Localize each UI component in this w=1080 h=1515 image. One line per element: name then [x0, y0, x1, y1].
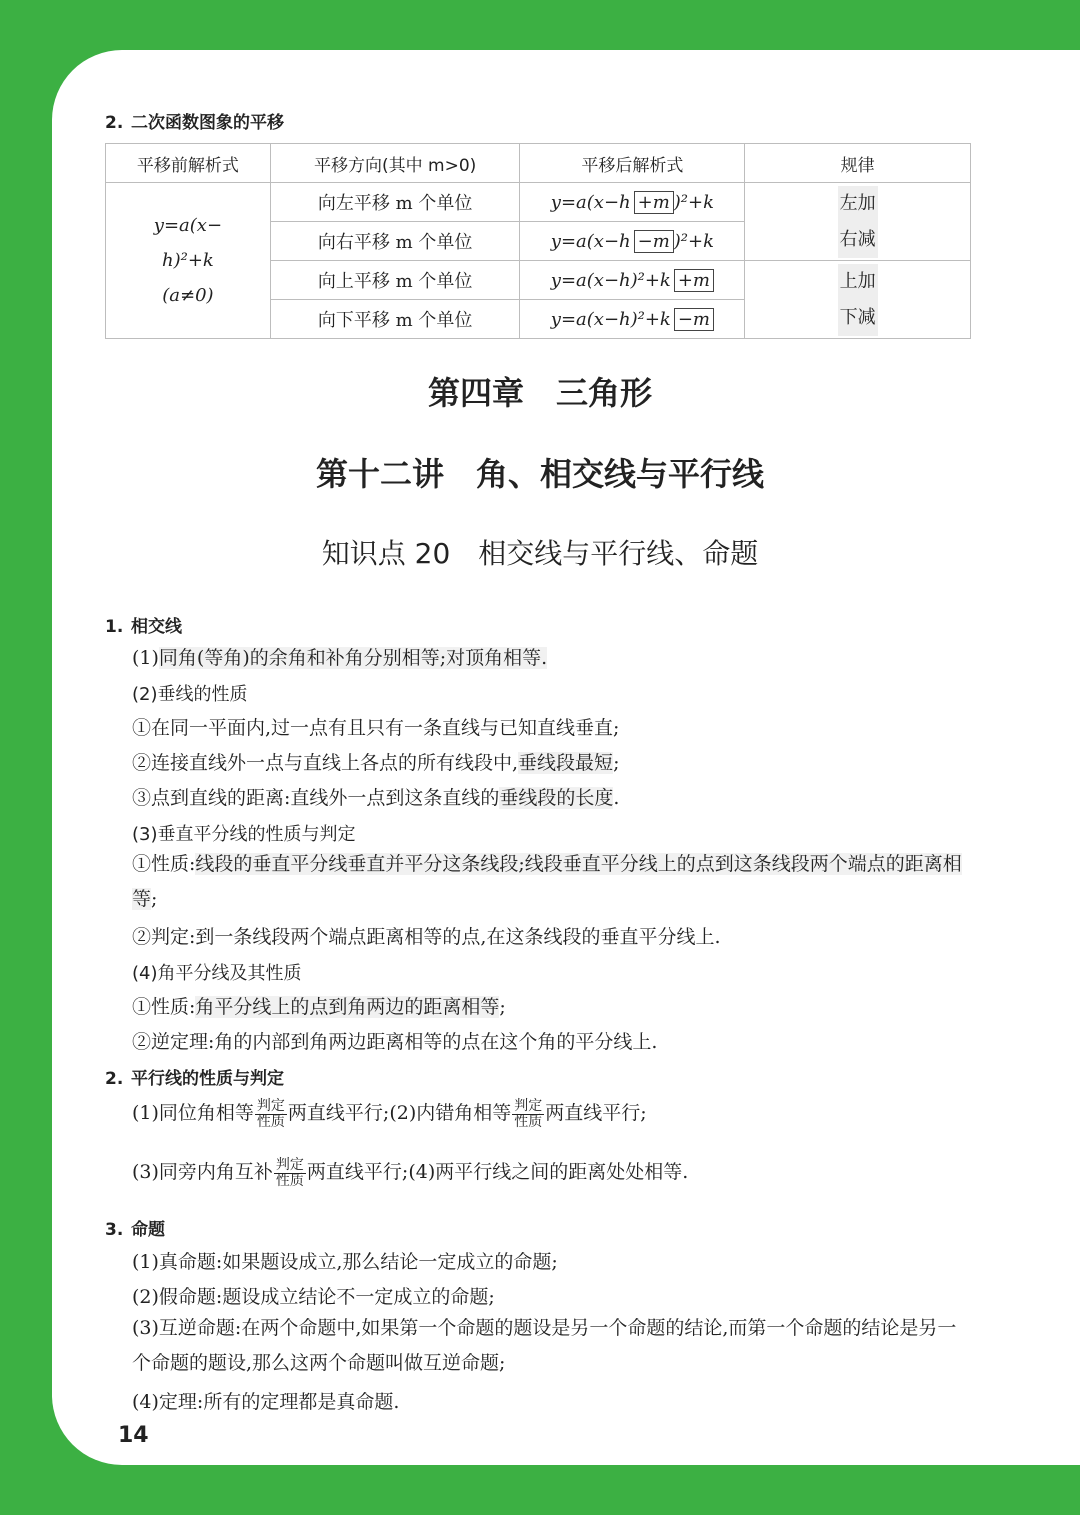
judge-property-fraction: [255, 1099, 287, 1130]
rule-cell: [745, 183, 971, 261]
result-formula-cell: [520, 261, 745, 300]
text-line: [132, 1098, 647, 1130]
text-span: .: [613, 787, 620, 809]
lecture-title: 第十二讲 角、相交线与平行线: [315, 455, 764, 493]
judge-property-fraction: [274, 1158, 306, 1189]
formula-text: y=a(x−h: [550, 191, 631, 213]
original-formula-cell: [106, 183, 271, 339]
header-cell: 平移方向(其中 m>0): [270, 144, 520, 183]
header-cell: 平移前解析式: [106, 144, 271, 183]
highlighted-text: 同角(等角)的余角和补角分别相等;对顶角相等.: [158, 647, 548, 669]
text-span: (1): [132, 647, 159, 669]
section-heading: [105, 1215, 165, 1240]
formula-text: )²+k: [673, 191, 715, 213]
text-line: [132, 1157, 688, 1189]
text-line: [132, 643, 547, 670]
fraction-bottom: 性质: [514, 1113, 543, 1130]
section-title: 命题: [131, 1220, 165, 1240]
section-number: 2.: [105, 1069, 124, 1089]
formula-text: (a≠0): [162, 285, 214, 306]
fraction-top: 判定: [256, 1097, 285, 1114]
text-span: 两直线平行;(4)两平行线之间的距离处处相等.: [306, 1161, 689, 1183]
text-line: (2)假命题:题设成立结论不一定成立的命题;: [132, 1286, 495, 1308]
text-line: ②判定:到一条线段两个端点距离相等的点,在这条线段的垂直平分线上.: [132, 926, 721, 948]
highlighted-text: 线段的垂直平分线垂直并平分这条线段;线段垂直平分线上的点到这条线段两个端点的距离相等: [132, 853, 962, 910]
rule-text: 上加: [838, 264, 878, 300]
text-line: [132, 992, 506, 1019]
text-line: [132, 748, 619, 775]
text-line: ①在同一平面内,过一点有且只有一条直线与已知直线垂直;: [132, 717, 620, 739]
text-span: ①性质:: [132, 853, 196, 875]
direction-cell: 向上平移 m 个单位: [270, 261, 520, 300]
text-span: (1)同位角相等: [132, 1102, 254, 1124]
highlighted-text: 垂线段的长度: [499, 787, 614, 809]
judge-property-fraction: [512, 1099, 544, 1130]
section-title: 平行线的性质与判定: [131, 1069, 284, 1089]
text-span: ③点到直线的距离:直线外一点到这条直线的: [132, 787, 500, 809]
subheading: (4)角平分线及其性质: [132, 963, 302, 984]
chapter-title: 第四章 三角形: [427, 374, 652, 412]
text-paragraph: (3)互逆命题:在两个命题中,如果第一个命题的题设是另一个命题的结论,而第一个命题的结论是另一个命题的题设,那么这两个命题叫做互逆命题;: [132, 1317, 957, 1374]
rule-cell: [745, 261, 971, 339]
subheading: (2)垂线的性质: [132, 684, 248, 705]
text-span: 两直线平行;: [545, 1102, 647, 1124]
formula-text: y=a(x−h: [550, 230, 631, 252]
section-number: 3.: [105, 1220, 124, 1240]
header-cell: 规律: [745, 144, 971, 183]
rule-text: 右减: [838, 222, 878, 258]
text-line: ②逆定理:角的内部到角两边距离相等的点在这个角的平分线上.: [132, 1031, 658, 1053]
direction-cell: 向右平移 m 个单位: [270, 222, 520, 261]
section-title: 相交线: [131, 617, 182, 637]
fraction-bottom: 性质: [256, 1113, 285, 1130]
fraction-bottom: 性质: [275, 1172, 304, 1189]
boxed-term: +m: [634, 191, 674, 214]
text-line: [132, 783, 619, 810]
boxed-term: +m: [674, 269, 714, 292]
result-formula-cell: [520, 183, 745, 222]
subheading: (3)垂直平分线的性质与判定: [132, 824, 356, 845]
formula-text: y=a(x−h)²+k: [550, 269, 671, 291]
result-formula-cell: [520, 222, 745, 261]
section-number: 2.: [105, 113, 124, 133]
text-paragraph: [132, 847, 972, 917]
boxed-term: −m: [674, 308, 714, 331]
rule-text: 下减: [838, 300, 878, 336]
text-span: ;: [499, 996, 506, 1018]
text-line: (4)定理:所有的定理都是真命题.: [132, 1391, 400, 1413]
table-header-row: [106, 144, 971, 183]
section-heading: [105, 1064, 284, 1089]
text-span: ②连接直线外一点与直线上各点的所有线段中,: [132, 752, 519, 774]
knowledge-point-title: 知识点 20 相交线与平行线、命题: [321, 537, 759, 570]
direction-cell: 向下平移 m 个单位: [270, 300, 520, 339]
formula-text: y=a(x−h)²+k: [550, 308, 671, 330]
boxed-term: −m: [634, 230, 674, 253]
fraction-top: 判定: [275, 1156, 304, 1173]
translation-table: [105, 143, 971, 339]
text-span: ①性质:: [132, 996, 196, 1018]
direction-cell: 向左平移 m 个单位: [270, 183, 520, 222]
text-span: ;: [613, 752, 620, 774]
result-formula-cell: [520, 300, 745, 339]
fraction-top: 判定: [514, 1097, 543, 1114]
formula-text: )²+k: [673, 230, 715, 252]
formula-text: y=a(x−: [153, 215, 223, 236]
highlighted-text: 垂线段最短: [518, 752, 614, 774]
formula-text: h)²+k: [162, 250, 214, 271]
table-row: [106, 183, 971, 222]
page-number: 14: [118, 1423, 149, 1448]
text-span: (3)同旁内角互补: [132, 1161, 273, 1183]
text-span: ;: [151, 888, 158, 910]
rule-text: 左加: [838, 186, 878, 222]
header-cell: 平移后解析式: [520, 144, 745, 183]
text-span: 两直线平行;(2)内错角相等: [287, 1102, 512, 1124]
section-title: 二次函数图象的平移: [131, 113, 284, 133]
section-number: 1.: [105, 617, 124, 637]
section-heading: [105, 612, 182, 637]
highlighted-text: 角平分线上的点到角两边的距离相等: [195, 996, 500, 1018]
section-heading: [105, 108, 284, 133]
text-line: (1)真命题:如果题设成立,那么结论一定成立的命题;: [132, 1251, 558, 1273]
